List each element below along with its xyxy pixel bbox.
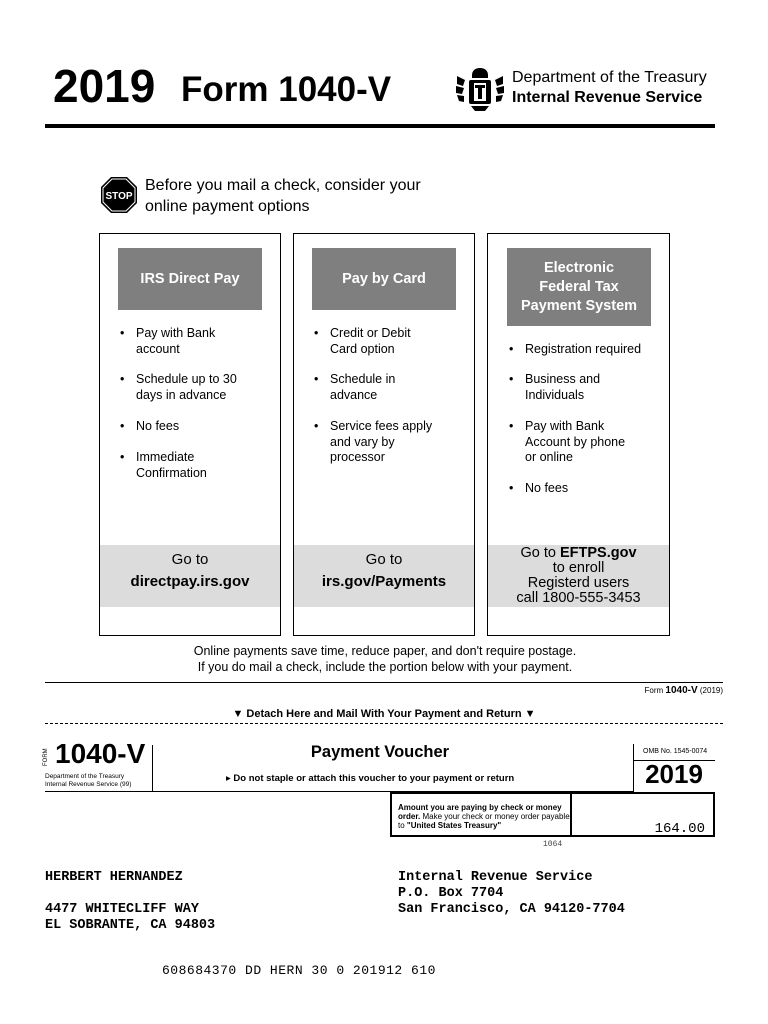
- bullet-line: • No fees: [136, 419, 180, 433]
- phone-number: call 1800-555-3453: [516, 590, 641, 606]
- taxpayer-city: EL SOBRANTE, CA 94803: [45, 918, 216, 933]
- amount-value[interactable]: 164.00: [654, 821, 705, 837]
- go-to-label: Go to: [171, 551, 209, 568]
- voucher-title: Payment Voucher: [310, 743, 450, 761]
- go-to-eftps: [488, 546, 669, 561]
- amount-label-text: Make your check or money order payable to: [398, 812, 570, 830]
- bullet-item: [120, 450, 207, 481]
- voucher-dept-line-1: Department of the Treasury: [45, 773, 125, 780]
- taxpayer-address: [45, 870, 215, 934]
- bullet-line: Account by phone: [525, 434, 626, 449]
- omb-number: OMB No. 1545-0074: [643, 748, 708, 755]
- option-title-line: Federal Tax: [539, 278, 619, 295]
- amount-divider: [570, 794, 572, 835]
- header-rule: [45, 124, 715, 128]
- go-to-label: Go to: [520, 545, 560, 561]
- bullet-item: [509, 372, 600, 403]
- amount-label-bold: Amount you are paying by check or money order.: [398, 803, 562, 821]
- option-title: [312, 248, 456, 310]
- intro-line-2: online payment options: [145, 198, 310, 215]
- option-box-pay-by-card: [293, 233, 475, 636]
- bullet-line: days in advance: [136, 387, 227, 402]
- option-box-eftps: [487, 233, 670, 636]
- go-to-label: Go to: [365, 551, 403, 568]
- irs-address-line-1: Internal Revenue Service: [398, 870, 593, 885]
- bullet-line: and vary by: [330, 434, 395, 449]
- eftps-link[interactable]: EFTPS.gov: [559, 545, 637, 561]
- amount-label: [398, 803, 570, 830]
- form-word: FORM: [43, 748, 49, 766]
- bullet-item: [314, 372, 395, 403]
- irs-mailing-address: [398, 870, 625, 918]
- option-title-line: Pay by Card: [342, 270, 426, 287]
- irs-payments-link[interactable]: irs.gov/Payments: [321, 573, 447, 590]
- bullet-item: [314, 419, 432, 466]
- voucher-dept: [45, 773, 131, 789]
- voucher-year: 2019: [645, 759, 703, 789]
- go-to-box: [100, 545, 280, 607]
- taxpayer-name: HERBERT HERNANDEZ: [45, 870, 183, 885]
- bullet-line: • Pay with Bank: [136, 326, 216, 340]
- stop-sign-icon: [100, 176, 138, 214]
- bullet-line: • Pay with Bank: [525, 419, 605, 433]
- bullet-item: [509, 342, 641, 358]
- irs-eagle-logo-icon: [455, 66, 505, 112]
- voucher-dept-line-2: Internal Revenue Service: [45, 781, 118, 788]
- go-to-box: [488, 545, 669, 607]
- voucher-form-number: 1040-V: [55, 738, 146, 769]
- bullet-line: Confirmation: [136, 465, 207, 480]
- agency-name: Internal Revenue Service: [512, 89, 703, 106]
- note-line-1: Online payments save time, reduce paper, and don't require postage.: [193, 644, 577, 658]
- intro-text: [145, 175, 475, 217]
- bullet-line: • Business and: [525, 372, 601, 386]
- bullet-item: [509, 481, 568, 497]
- taxpayer-street: 4477 WHITECLIFF WAY: [45, 902, 199, 917]
- irs-address-line-2: P.O. Box 7704: [398, 886, 504, 901]
- bullet-item: [120, 372, 237, 403]
- bullet-line: account: [136, 341, 180, 356]
- option-title: [118, 248, 262, 310]
- voucher-code: 1064: [543, 840, 563, 849]
- option-title-line: IRS Direct Pay: [140, 270, 240, 287]
- amount-box: [390, 792, 715, 837]
- option-box-direct-pay: [99, 233, 281, 636]
- bullet-line: • Registration required: [525, 342, 642, 356]
- bullet-item: [120, 419, 179, 435]
- bullet-line: processor: [330, 450, 385, 464]
- detach-instruction: ▼ Detach Here and Mail With Your Payment and Return ▼: [232, 708, 536, 720]
- amount-payee: "United States Treasury": [406, 821, 502, 830]
- bullet-item: [120, 326, 215, 357]
- note-line-2: If you do mail a check, include the portion below with your payment.: [197, 660, 573, 674]
- bullet-line: • Credit or Debit: [330, 326, 411, 340]
- directpay-link[interactable]: directpay.irs.gov: [130, 573, 250, 590]
- bullet-item: [314, 326, 411, 357]
- bullet-line: or online: [525, 450, 573, 464]
- bullet-line: • No fees: [525, 481, 569, 495]
- detach-line: [45, 723, 723, 724]
- go-to-line: Registerd users: [527, 575, 630, 591]
- irs-address-line-3: San Francisco, CA 94120-7704: [398, 902, 625, 917]
- go-to-box: [294, 545, 474, 607]
- bullet-line: • Schedule in: [330, 372, 396, 386]
- option-title-line: Electronic: [543, 259, 615, 276]
- bullet-line: Card option: [330, 341, 395, 356]
- intro-line-1: Before you mail a check, consider your: [145, 177, 421, 194]
- form-ref-prefix: Form: [644, 686, 664, 695]
- voucher-divider-left: [152, 745, 153, 791]
- bullet-line: Individuals: [525, 387, 585, 402]
- bullet-line: • Schedule up to 30: [136, 372, 237, 386]
- staple-note: ▸ Do not staple or attach this voucher to your payment or return: [226, 773, 515, 784]
- bullet-line: advance: [330, 387, 378, 402]
- form-reference: [610, 685, 723, 697]
- department-name: Department of the Treasury: [512, 69, 707, 86]
- go-to-line: to enroll: [552, 560, 605, 576]
- divider: [45, 682, 723, 683]
- bullet-line: • Immediate: [136, 450, 195, 464]
- stop-label: STOP: [105, 191, 133, 202]
- form-ref-year: (2019): [699, 686, 723, 695]
- form-title: Form 1040-V: [181, 70, 392, 109]
- form-year: 2019: [53, 60, 156, 112]
- form-ref-name: 1040-V: [665, 685, 698, 696]
- voucher-dept-code: (99): [119, 781, 132, 788]
- scanline: 608684370 DD HERN 30 0 201912 610: [162, 963, 436, 978]
- option-title: [507, 248, 651, 326]
- option-title-line: Payment System: [520, 297, 638, 314]
- bullet-line: • Service fees apply: [330, 419, 433, 433]
- bullet-item: [509, 419, 625, 466]
